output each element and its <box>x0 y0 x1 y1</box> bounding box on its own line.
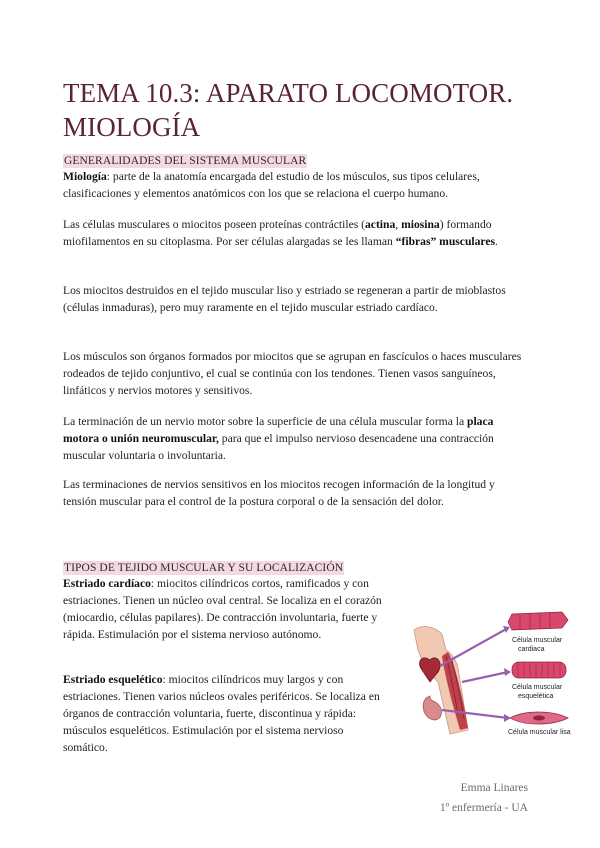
muscle-tissue-figure <box>412 610 572 740</box>
term-fibras-musculares: “fibras” musculares <box>395 235 496 248</box>
paragraph-estriado-esqueletico <box>63 671 385 756</box>
arrow-head <box>504 668 511 676</box>
label-skeletal-line1: Célula muscular <box>512 684 563 691</box>
text: Las células musculares o miocitos poseen proteínas contráctiles ( <box>63 218 365 231</box>
footer-course: 1º enfermería - UA <box>439 802 528 814</box>
text: : miocitos cilíndricos cortos, ramificados y con estriaciones. Tienen un núcleo oval central. Se localiza en el corazón (miocardio, células papilares). De contracción involuntaria, fuerte y rápida. Estimulación por el sistema nervioso autónomo. <box>63 577 382 641</box>
paragraph-celulas-musculares <box>63 216 531 250</box>
paragraph-musculos-organos: Los músculos son órganos formados por miocitos que se agrupan en fascículos o haces musculares rodeados de tejido conjuntivo, el cual se continúa con los tendones. Tienen vasos sanguíneos, linfáticos y nervios motores y sensitivos. <box>63 350 522 397</box>
footer <box>328 778 528 818</box>
page-title: TEMA 10.3: APARATO LOCOMOTOR. MIOLOGÍA <box>63 78 514 142</box>
paragraph-regeneracion: Los miocitos destruidos en el tejido muscular liso y estriado se regeneran a partir de mioblastos (células inmaduras), pero muy raramente en el tejido muscular estriado cardíaco. <box>63 284 506 314</box>
label-skeletal-line2: esquelética <box>518 693 554 700</box>
label-cardiac-line1: Célula muscular <box>512 637 563 644</box>
text: : parte de la anatomía encargada del estudio de los músculos, sus tipos celulares, clasificaciones y elementos anatómicos con los que se relaciona el cuerpo humano. <box>63 170 480 200</box>
cell-nucleus <box>533 716 545 721</box>
label-cardiac-line2: cardiaca <box>518 646 545 653</box>
text: , <box>395 218 402 231</box>
term-miologia: Miología <box>63 170 107 183</box>
paragraph-estriado-cardiaco <box>63 575 385 643</box>
term-miosina: miosina <box>401 218 440 231</box>
text: La terminación de un nervio motor sobre la superficie de una célula muscular forma la <box>63 415 468 428</box>
term-actina: actina <box>365 218 396 231</box>
arrow-skeletal <box>462 672 508 682</box>
muscle-illustration <box>412 610 572 740</box>
term-placa-motora: placa motora o unión neuromuscular, <box>63 415 494 445</box>
text: para que el impulso nervioso desencadene una contracción muscular voluntaria o involuntaria. <box>63 432 494 462</box>
text: : miocitos cilíndricos muy largos y con estriaciones. Tienen varios núcleos ovales periféricos. Se localiza en órganos de contracción voluntaria, fuerte, discontinua y rápida: músculos esqueléticos. Estimulación por el sistema nervioso somático. <box>63 673 380 754</box>
cardiac-cell <box>508 612 568 630</box>
stomach-icon <box>423 696 441 720</box>
section-heading-generalidades: GENERALIDADES DEL SISTEMA MUSCULAR <box>64 155 307 167</box>
text: ) formando miofilamentos en su citoplasma. Por ser células alargadas se les llaman <box>63 218 492 248</box>
paragraph-miologia <box>63 168 531 202</box>
text: . <box>495 235 498 248</box>
section-heading-tipos-tejido: TIPOS DE TEJIDO MUSCULAR Y SU LOCALIZACIÓN <box>64 562 344 574</box>
arrow-cardiac <box>440 628 508 666</box>
skeletal-cell <box>512 662 566 678</box>
paragraph-nervios-sensitivos: Las terminaciones de nervios sensitivos en los miocitos recogen información de la longitud y tensión muscular para el control de la postura corporal o de la sensación del dolor. <box>63 478 495 508</box>
term-estriado-esqueletico: Estriado esquelético <box>63 673 163 686</box>
footer-author: Emma Linares <box>460 782 528 794</box>
label-smooth: Célula muscular lisa <box>508 729 571 736</box>
paragraph-placa-motora <box>63 413 531 464</box>
term-estriado-cardiaco: Estriado cardíaco <box>63 577 151 590</box>
